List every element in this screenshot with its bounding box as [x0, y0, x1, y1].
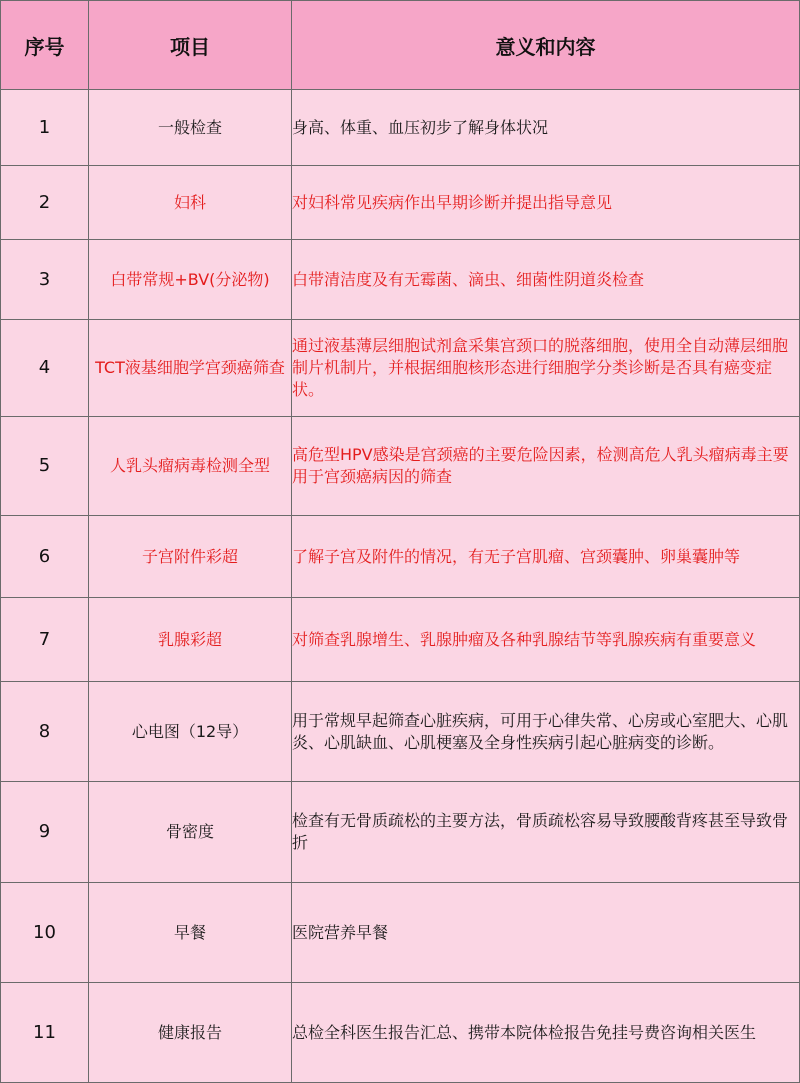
row-no: 2	[1, 166, 89, 240]
row-item: 白带常规+BV(分泌物)	[89, 240, 292, 320]
table-row	[1, 516, 800, 598]
row-no: 4	[1, 320, 89, 417]
header-desc: 意义和内容	[292, 1, 800, 90]
table-row	[1, 240, 800, 320]
row-no: 7	[1, 598, 89, 682]
row-desc: 对筛查乳腺增生、乳腺肿瘤及各种乳腺结节等乳腺疾病有重要意义	[292, 598, 800, 682]
row-item: 子宫附件彩超	[89, 516, 292, 598]
row-item: 骨密度	[89, 782, 292, 883]
row-desc: 医院营养早餐	[292, 883, 800, 983]
row-desc: 通过液基薄层细胞试剂盒采集宫颈口的脱落细胞，使用全自动薄层细胞制片机制片，并根据细胞核形态进行细胞学分类诊断是否具有癌变症状。	[292, 320, 800, 417]
row-item: TCT液基细胞学宫颈癌筛查	[89, 320, 292, 417]
row-desc: 总检全科医生报告汇总、携带本院体检报告免挂号费咨询相关医生	[292, 983, 800, 1083]
row-desc: 检查有无骨质疏松的主要方法，骨质疏松容易导致腰酸背疼甚至导致骨折	[292, 782, 800, 883]
row-no: 9	[1, 782, 89, 883]
row-item: 人乳头瘤病毒检测全型	[89, 417, 292, 516]
row-no: 1	[1, 90, 89, 166]
row-desc: 了解子宫及附件的情况，有无子宫肌瘤、宫颈囊肿、卵巢囊肿等	[292, 516, 800, 598]
row-item: 乳腺彩超	[89, 598, 292, 682]
table-row	[1, 90, 800, 166]
row-no: 5	[1, 417, 89, 516]
table-row	[1, 320, 800, 417]
table-row	[1, 782, 800, 883]
row-desc: 高危型HPV感染是宫颈癌的主要危险因素，检测高危人乳头瘤病毒主要用于宫颈癌病因的筛查	[292, 417, 800, 516]
row-no: 10	[1, 883, 89, 983]
header-no: 序号	[1, 1, 89, 90]
row-item: 心电图（12导）	[89, 682, 292, 782]
table-row	[1, 682, 800, 782]
table-header-row	[1, 1, 800, 90]
table-row	[1, 166, 800, 240]
row-no: 8	[1, 682, 89, 782]
row-desc: 白带清洁度及有无霉菌、滴虫、细菌性阴道炎检查	[292, 240, 800, 320]
table-row	[1, 883, 800, 983]
row-no: 6	[1, 516, 89, 598]
table-row	[1, 417, 800, 516]
table-row	[1, 598, 800, 682]
row-item: 健康报告	[89, 983, 292, 1083]
row-desc: 用于常规早起筛查心脏疾病，可用于心律失常、心房或心室肥大、心肌炎、心肌缺血、心肌梗塞及全身性疾病引起心脏病变的诊断。	[292, 682, 800, 782]
header-item: 项目	[89, 1, 292, 90]
row-no: 3	[1, 240, 89, 320]
row-item: 一般检查	[89, 90, 292, 166]
table-row	[1, 983, 800, 1083]
row-item: 妇科	[89, 166, 292, 240]
row-item: 早餐	[89, 883, 292, 983]
row-desc: 身高、体重、血压初步了解身体状况	[292, 90, 800, 166]
row-no: 11	[1, 983, 89, 1083]
row-desc: 对妇科常见疾病作出早期诊断并提出指导意见	[292, 166, 800, 240]
